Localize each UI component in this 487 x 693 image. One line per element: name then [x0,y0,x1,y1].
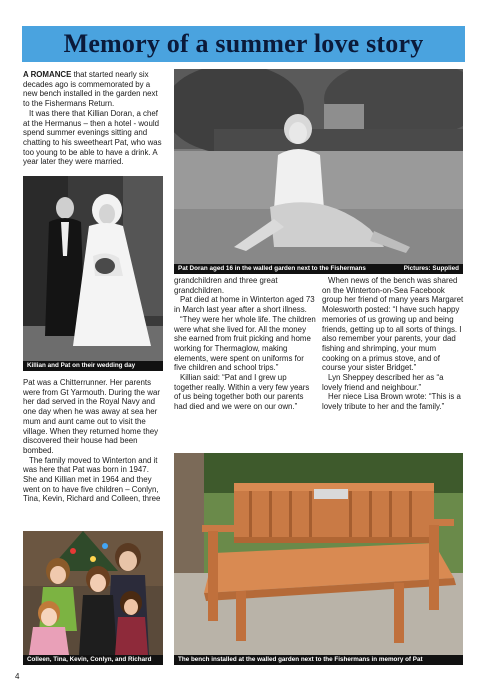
photo-wedding [23,176,163,361]
article-paragraph: Killian said: “Pat and I grew up together really. Within a very few years of us being together both our parents had died and we were on our own.” [174,373,310,412]
headline: Memory of a summer love story [63,29,424,58]
children-image [23,531,163,655]
photo-children [23,531,163,655]
article-paragraph: It was there that Killian Doran, a chef at the Hermanus – then a hotel - would spend summer evenings sitting and chatting to his sweetheart Pat, who was too young to be able to have a drink. A year later they were married. [23,108,162,167]
article-paragraph: Her niece Lisa Brown wrote: “This is a lovely tribute to her and the family.” [322,392,461,412]
caption-children: Colleen, Tina, Kevin, Conlyn, and Richard [23,655,163,665]
article-col1-bottom [23,378,165,504]
article-paragraph: When news of the bench was shared on the Winterton-on-Sea Facebook group her friend of many years Margaret Molesworth posted: “I have such happy memories of us growing up and being friends, getting up to all sorts of things. I also remember your parents, your dad fishing and shrimping, your mum cooking on a primus stove, and of course your sister Bridget.” [322,276,464,373]
article-col2 [174,276,316,412]
article-paragraph: The family moved to Winterton and it was here that Pat was born in 1947. She and Killian met in 1964 and they went on to have five children – Conlyn, Tina, Kevin, Richard and Colleen, three [23,455,161,504]
caption-bench: The bench installed at the walled garden next to the Fishermans in memory of Pat [174,655,463,665]
headline-banner [22,26,465,62]
photo-credit: Pictures: Supplied [403,265,459,272]
article-paragraph: A ROMANCE that started nearly six decades ago is commemorated by a new bench installed in the garden next to the Fishermans Return. [23,70,158,109]
page-number: 4 [15,672,20,681]
caption-pat-garden: Pat Doran aged 16 in the walled garden next to the Fishermans Pictures: Supplied [174,264,463,274]
photo-bench [174,453,463,655]
wedding-image [23,176,163,361]
article-paragraph: Pat was a Chitterrunner. Her parents were from Gt Yarmouth. During the war her dad served in the Royal Navy and one day when he was away at sea her mum and aunt came out to visit the village. When they returned home they discovered their house had been bombed. [23,378,160,455]
article-paragraph: grandchildren and three great grandchildren. [174,276,278,295]
article-col3 [322,276,464,412]
article-paragraph: Lyn Sheppey described her as “a lovely friend and neighbour.” [322,373,444,392]
bench-image [174,453,463,655]
caption-wedding: Killian and Pat on their wedding day [23,361,163,371]
pat-garden-image [174,69,463,264]
photo-pat-garden [174,69,463,264]
article-col1-top [23,70,165,167]
article-paragraph: “They were her whole life. The children were what she lived for. All the money she earned from fruit picking and home working for Thermaglow, making elements, were spent on uniforms for five children and school trips.” [174,314,316,373]
article-paragraph: Pat died at home in Winterton aged 73 in March last year after a short illness. [174,295,315,315]
